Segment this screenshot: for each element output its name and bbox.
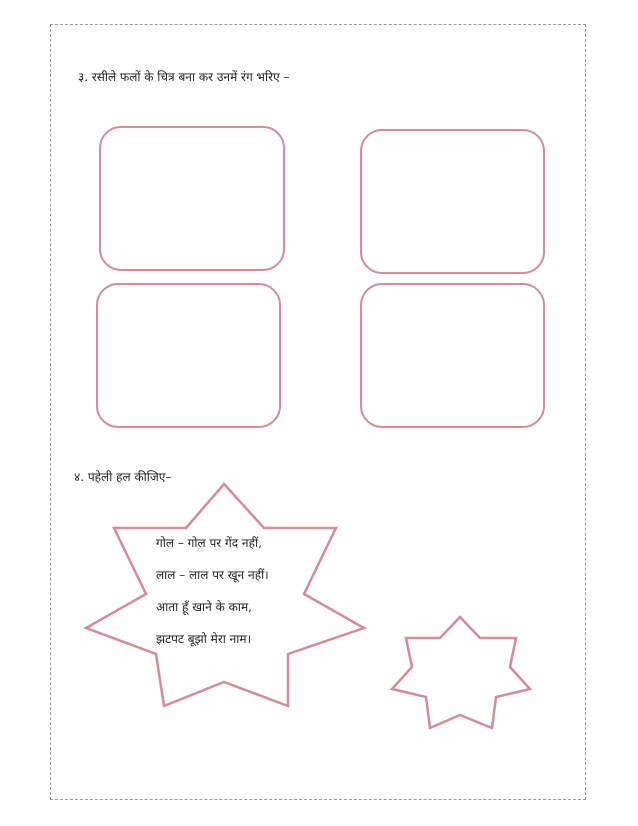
riddle-line-4: झटपट बूझो मेरा नाम।	[156, 632, 252, 646]
question-3-heading: ३. रसीले फलों के चित्र बना कर उनमें रंग भरिए –	[78, 70, 290, 84]
question-4-heading: ४. पहेली हल कीजिए–	[74, 470, 172, 484]
riddle-line-3: आता हूँ खाने के काम,	[156, 600, 252, 614]
riddle-line-2: लाल – लाल पर खून नहीं।	[156, 568, 269, 582]
answer-star[interactable]	[392, 617, 530, 728]
riddle-line-1: गोल – गोल पर गेंद नहीं,	[156, 536, 262, 550]
riddle-star	[86, 484, 364, 706]
